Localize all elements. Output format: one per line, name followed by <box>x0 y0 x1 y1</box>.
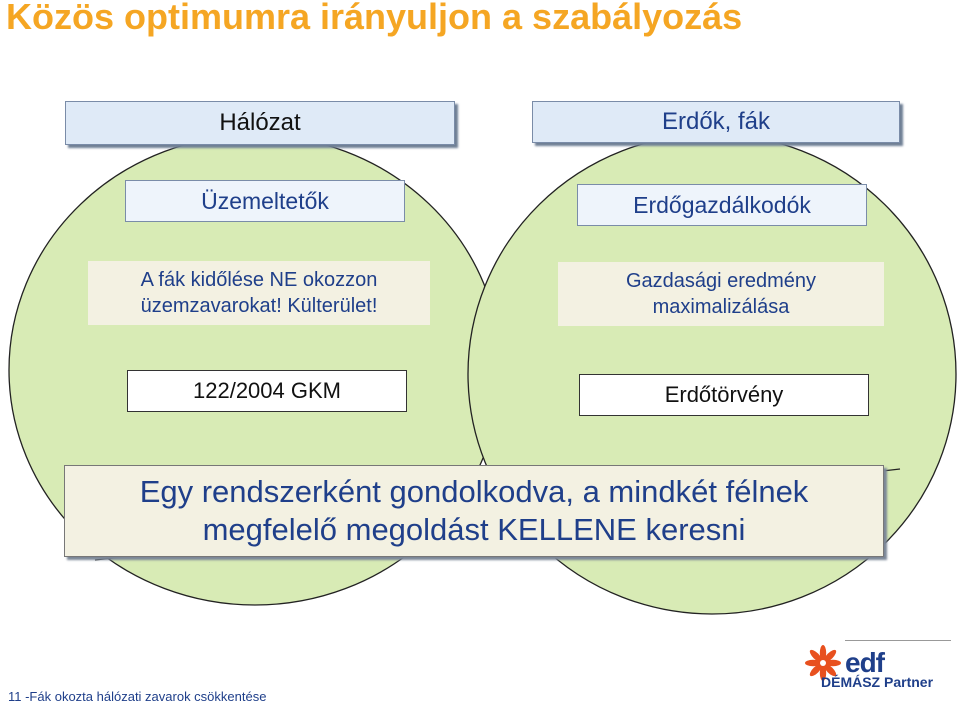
page-title: Közös optimumra irányuljon a szabályozás <box>6 0 743 37</box>
right-law-box: Erdőtörvény <box>579 374 869 416</box>
right-goal-box <box>558 262 884 326</box>
right-role-box: Erdőgazdálkodók <box>577 184 867 226</box>
right-goal-line2: maximalizálása <box>652 296 790 318</box>
left-goal-line2: üzemzavarokat! Külterület! <box>140 295 378 317</box>
left-goal-box <box>88 261 430 325</box>
right-header-box: Erdők, fák <box>532 101 900 143</box>
left-law-box: 122/2004 GKM <box>127 370 407 412</box>
slide-footer: 11 -Fák okozta hálózati zavarok csökkentése <box>8 689 267 704</box>
banner-line2: megfelelő megoldást KELLENE keresni <box>202 512 746 547</box>
left-goal-line1: A fák kidőlése NE okozzon <box>140 269 378 291</box>
logo-brand-bottom: DÉMÁSZ Partner <box>821 674 934 690</box>
left-role-box: Üzemeltetők <box>125 180 405 222</box>
right-goal-line1: Gazdasági eredmény <box>625 270 817 292</box>
logo-brand-top: edf <box>845 647 884 678</box>
conclusion-banner <box>64 465 884 557</box>
left-header-box: Hálózat <box>65 101 455 145</box>
banner-line1: Egy rendszerként gondolkodva, a mindkét félnek <box>139 474 809 509</box>
